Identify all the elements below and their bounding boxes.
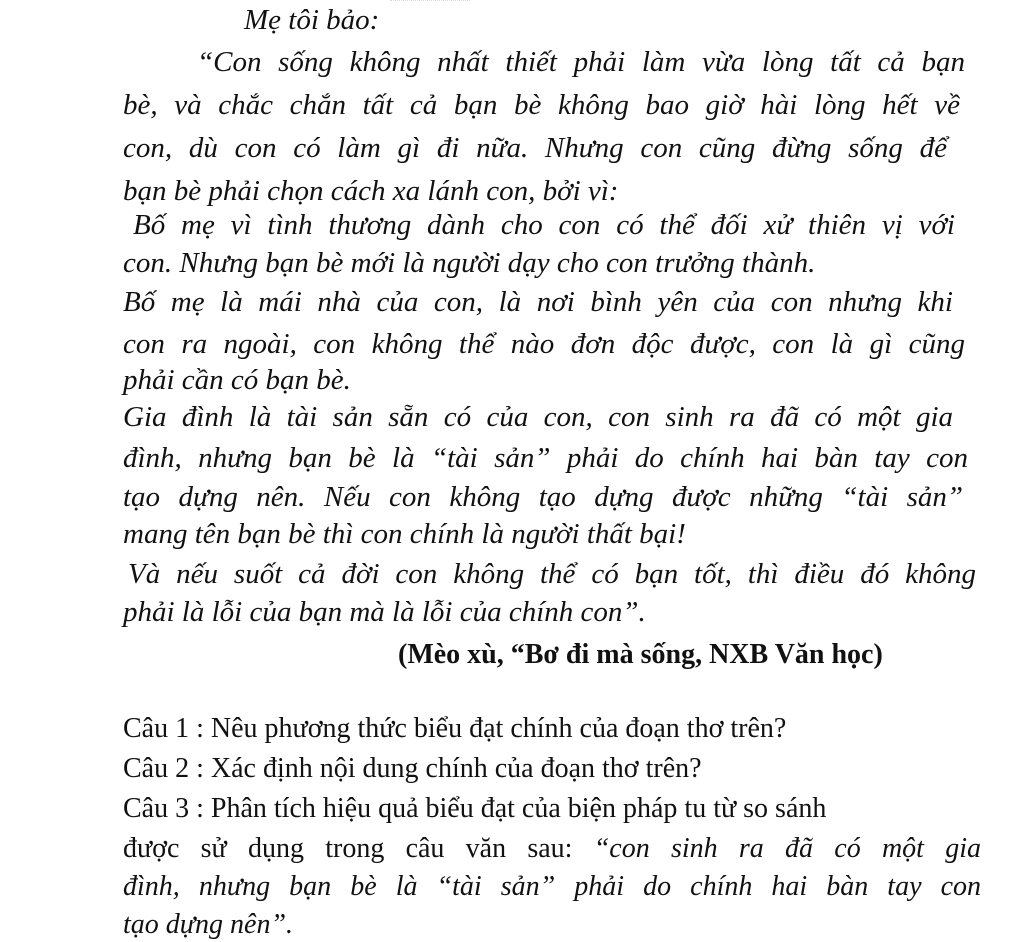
q3-quote-line: đình, nhưng bạn bè là “tài sản” phải do chính hai bàn tay con bbox=[123, 871, 981, 902]
passage-line: bè, và chắc chắn tất cả bạn bè không bao giờ hài lòng hết về bbox=[123, 89, 960, 121]
passage-line: Và nếu suốt cả đời con không thể có bạn tốt, thì điều đó không bbox=[128, 558, 976, 590]
passage-line: con, dù con có làm gì đi nữa. Nhưng con cũng đừng sống để bbox=[123, 132, 947, 164]
passage-intro: Mẹ tôi bảo: bbox=[244, 4, 380, 36]
passage-line: “Con sống không nhất thiết phải làm vừa lòng tất cả bạn bbox=[197, 46, 965, 78]
passage-line: Gia đình là tài sản sẵn có của con, con sinh ra đã có một gia bbox=[123, 401, 953, 433]
passage-line: phải cần có bạn bè. bbox=[123, 364, 351, 396]
question-3-continuation bbox=[123, 829, 981, 869]
question-label: Câu 1 : bbox=[123, 713, 204, 744]
citation: (Mèo xù, “Bơ đi mà sống, NXB Văn học) bbox=[398, 639, 883, 670]
passage-line: Bố mẹ là mái nhà của con, là nơi bình yên của con nhưng khi bbox=[123, 286, 953, 318]
question-text: Nêu phương thức biểu đạt chính của đoạn thơ trên? bbox=[210, 713, 787, 744]
passage-line: phải là lỗi của bạn mà là lỗi của chính con”. bbox=[123, 596, 646, 628]
question-label: Câu 3 : bbox=[123, 793, 204, 824]
passage-line: con. Nhưng bạn bè mới là người dạy cho con trưởng thành. bbox=[123, 247, 816, 279]
question-text: Xác định nội dung chính của đoạn thơ trên? bbox=[210, 753, 702, 784]
question-label: Câu 2 : bbox=[123, 753, 204, 784]
question-1 bbox=[123, 709, 786, 749]
question-2 bbox=[123, 749, 702, 789]
question-text: Phân tích hiệu quả biểu đạt của biện pháp tu từ so sánh bbox=[210, 793, 827, 824]
passage-line: tạo dựng nên. Nếu con không tạo dựng được những “tài sản” bbox=[123, 481, 963, 513]
passage-line: con ra ngoài, con không thể nào đơn độc được, con là gì cũng bbox=[123, 328, 965, 360]
q3-quote-start: “con sinh ra đã có một gia bbox=[593, 833, 981, 864]
q3-plain-text: được sử dụng trong câu văn sau: bbox=[123, 833, 594, 864]
passage-line: đình, nhưng bạn bè là “tài sản” phải do chính hai bàn tay con bbox=[123, 442, 968, 474]
question-3 bbox=[123, 789, 826, 829]
passage-line: mang tên bạn bè thì con chính là người thất bại! bbox=[123, 518, 686, 550]
passage-line: Bố mẹ vì tình thương dành cho con có thể đối xử thiên vị với bbox=[133, 209, 955, 241]
scan-artifact bbox=[390, 0, 470, 4]
q3-quote-end: tạo dựng nên”. bbox=[123, 909, 294, 940]
passage-line: bạn bè phải chọn cách xa lánh con, bởi vì: bbox=[123, 175, 619, 207]
